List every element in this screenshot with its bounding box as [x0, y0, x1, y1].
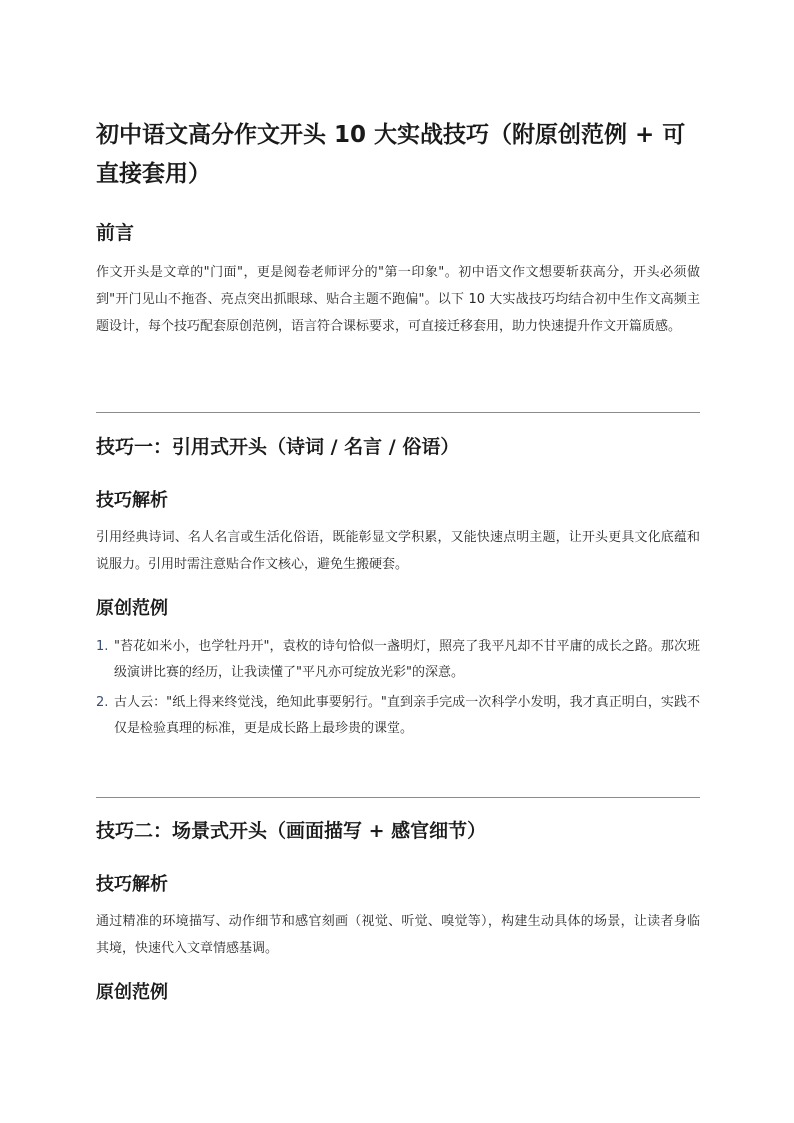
section-divider: [96, 412, 700, 413]
tip1-heading: 技巧一：引用式开头（诗词 / 名言 / 俗语）: [96, 436, 460, 458]
tip1-analysis-paragraph: 引用经典诗词、名人名言或生活化俗语，既能彰显文学积累，又能快速点明主题，让开头更具文化底蕴和说服力。引用时需注意贴合作文核心，避免生搬硬套。: [96, 530, 700, 572]
list-item-number: 1.: [96, 639, 109, 654]
document-title: 初中语文高分作文开头 10 大实战技巧（附原创范例 + 可直接套用）: [96, 122, 686, 187]
list-item-text: 古人云："纸上得来终觉浅，绝知此事要躬行。"直到亲手完成一次科学小发明，我才真正明白，实践不仅是检验真理的标准，更是成长路上最珍贵的课堂。: [114, 695, 700, 736]
list-item: [96, 690, 700, 742]
tip1-analysis-heading: 技巧解析: [96, 490, 168, 511]
tip2-analysis-paragraph: 通过精准的环境描写、动作细节和感官刻画（视觉、听觉、嗅觉等），构建生动具体的场景，让读者身临其境，快速代入文章情感基调。: [96, 914, 700, 956]
list-item: [96, 634, 700, 686]
tip2-examples-heading: 原创范例: [96, 982, 168, 1003]
tip2-heading: 技巧二：场景式开头（画面描写 + 感官细节）: [96, 820, 487, 842]
list-item-number: 2.: [96, 695, 109, 710]
tip1-examples-heading: 原创范例: [96, 598, 168, 619]
tip2-analysis-heading: 技巧解析: [96, 874, 168, 895]
section-divider: [96, 797, 700, 798]
list-item-text: "苔花如米小，也学牡丹开"，袁枚的诗句恰似一盏明灯，照亮了我平凡却不甘平庸的成长之路。那次班级演讲比赛的经历，让我读懂了"平凡亦可绽放光彩"的深意。: [114, 639, 700, 680]
tip1-examples-list: [96, 634, 700, 742]
preface-heading: 前言: [96, 222, 135, 244]
preface-paragraph: 作文开头是文章的"门面"，更是阅卷老师评分的"第一印象"。初中语文作文想要斩获高分，开头必须做到"开门见山不拖沓、亮点突出抓眼球、贴合主题不跑偏"。以下 10 大实战技巧均结合初中生作文高频主题设计，每个技巧配套原创范例，语言符合课标要求，可直接迁移套用，助力快速提升作文开篇质感。: [96, 265, 700, 334]
